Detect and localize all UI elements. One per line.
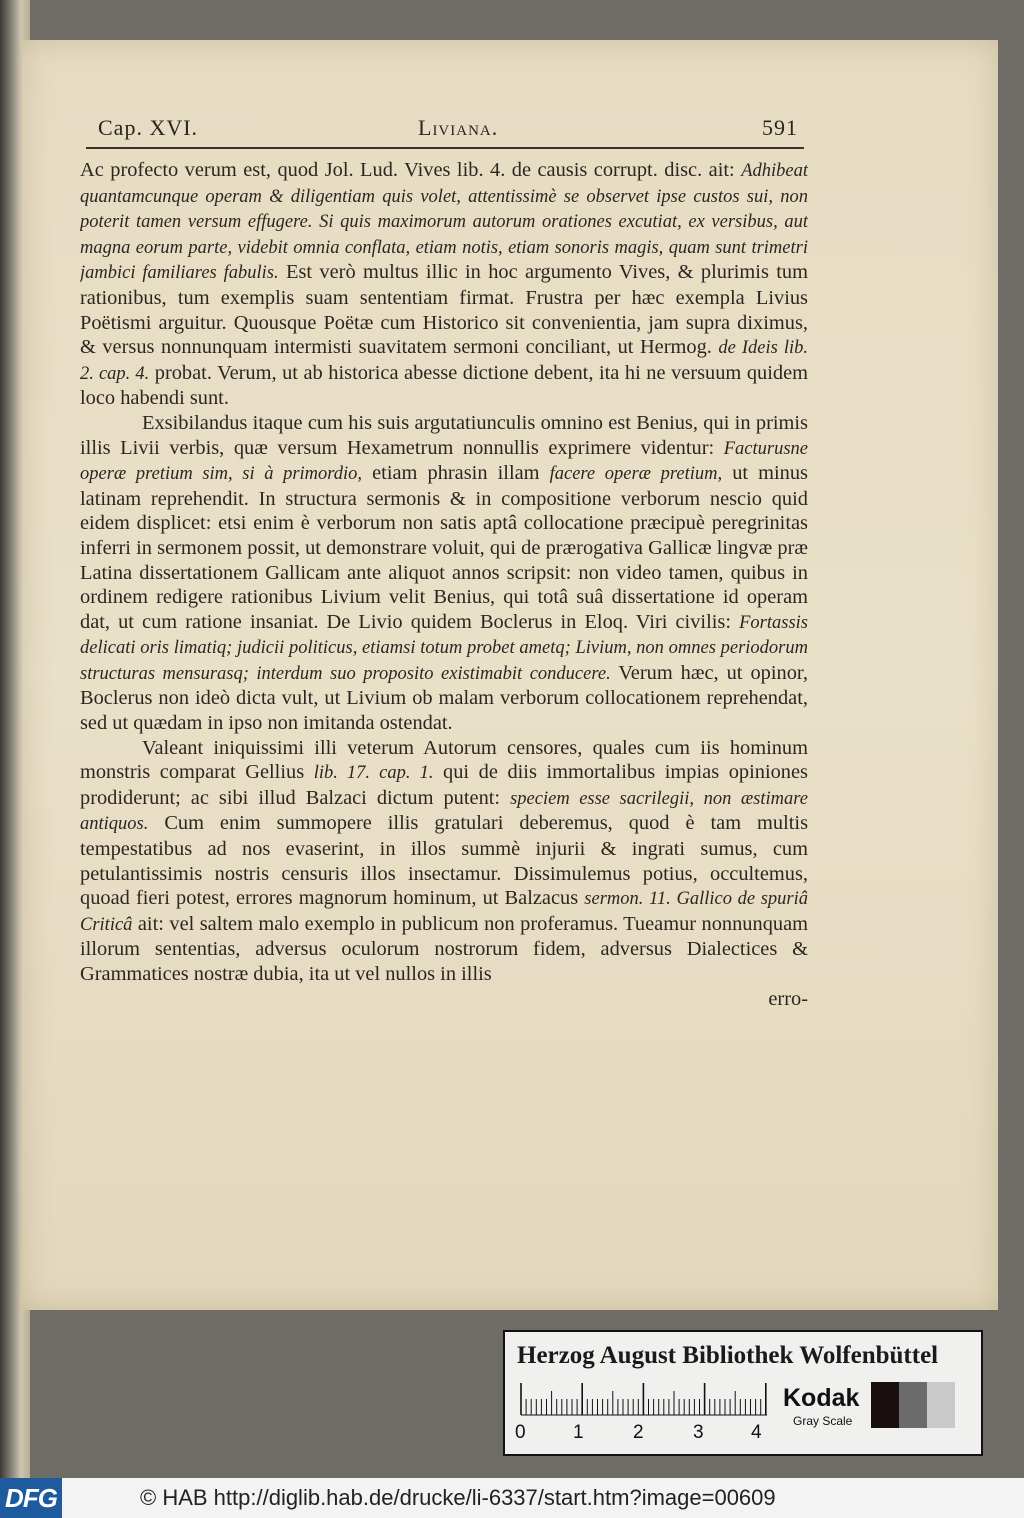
- ruler-number-3: 3: [693, 1422, 704, 1443]
- copyright-url: © HAB http://diglib.hab.de/drucke/li-6337/start.htm?image=00609: [140, 1485, 776, 1510]
- ruler-number-0: 0: [515, 1422, 526, 1443]
- p1-quote-1: Adhibeat quantamcunque operam & diligentiam quis volet, attentissimè se observet ipse custos sui, non poterit tamen versum effugere. Si quis maximorum autorum orationes excutiat, ex versibus, aut magna eorum parte, videbit omnia conflata, etiam notis, etiam sonoris magis, quam sunt trimetri jambici familiares fabulis.: [80, 161, 808, 284]
- paragraph-3: [80, 736, 808, 987]
- p3-quote-1: speciem esse sacrilegii, non æstimare antiquos.: [80, 788, 808, 835]
- p3-text-4: ait: vel saltem malo exemplo in publicum non proferamus. Tueamur nonnunquam illorum sententias, adversus oculorum nostrorum fidem, adversus Dialectices & Grammatices nostræ dubia, ita ut vel nullos in illis: [80, 912, 808, 985]
- p2-text-1: Exsibilandus itaque cum his suis argutatiunculis omnino est Benius, qui in primis illis Livii verbis, quæ versum Hexametrum nonnullis exprimere videntur:: [80, 411, 808, 459]
- gray-patch-dark: [871, 1382, 899, 1428]
- header-rule: [86, 147, 804, 149]
- p2-quote-3: Fortassis delicati oris limatiq; judicii politicus, etiamsi totum probet ametq; Livium, non omnes periodorum structuras mensurasq; interdum suo proposito existimabit conducere.: [80, 612, 808, 684]
- ruler-number-4: 4: [751, 1422, 762, 1443]
- p1-text-3: probat. Verum, ut ab historica abesse dictione debent, ita hi ne versuum quidem loco habendi sunt.: [80, 361, 808, 410]
- ruler-scale: [519, 1382, 769, 1416]
- ruler-number-2: 2: [633, 1422, 644, 1443]
- catchword: erro-: [768, 987, 808, 1010]
- gray-scale-label: Gray Scale: [793, 1414, 853, 1428]
- paragraph-1: [80, 158, 808, 411]
- ruler-number-1: 1: [573, 1422, 584, 1443]
- dfg-logo: DFG: [0, 1478, 62, 1518]
- paragraph-2: [80, 411, 808, 736]
- ruler-numbers: [515, 1422, 775, 1448]
- running-header: [98, 115, 798, 145]
- p1-text-2: Est verò multus illic in hoc argumento Vives, & plurimis tum rationibus, tum exemplis suam sententiam firmat. Frustra per hæc exempla Livius Poëtismi arguitur. Quousque Poëtæ cum Historico sit convenientia, jam supra diximus, & versus nonnunquam intermisti suavitatem sermoni conciliant, ut Hermog.: [80, 261, 808, 359]
- p1-citation: de Ideis lib. 2. cap. 4.: [80, 338, 808, 384]
- p2-text-2: etiam phrasin illam: [362, 462, 550, 485]
- p1-text-1: Ac profecto verum est, quod Jol. Lud. Vives lib. 4. de causis corrupt. disc. ait:: [80, 159, 742, 181]
- p3-text-2: qui de diis immortalibus impias opiniones prodiderunt; ac sibi illud Balzaci dictum putent:: [80, 761, 808, 809]
- gray-patch-light: [927, 1382, 955, 1428]
- p2-quote-2: facere operæ pretium,: [549, 464, 723, 485]
- color-calibration-card: [503, 1330, 983, 1456]
- library-name: Herzog August Bibliothek Wolfenbüttel: [517, 1342, 939, 1369]
- running-title: Liviana.: [418, 115, 499, 140]
- gray-patch-mid: [899, 1382, 927, 1428]
- p2-text-3: ut minus latinam reprehendit. In structura sermonis & in compositione verborum nescio quid eidem displicet: etsi enim è verborum non satis aptâ collocatione præcipuè peregrinitas inferri in sermonem possit, ut demonstrare voluit, qui de prærogativa Gallicæ lingvæ præ Latina dissertationem Gallicam ante aliquot annos scripsit: non video tamen, quibus in ordinem redigere rationibus Livium velit Benius, qui totâ suâ dissertatione id operam dat, ut cum ratione insaniat. De Livio quidem Boclerus in Eloq. Viri civilis:: [80, 462, 808, 633]
- chapter-label: Cap. XVI.: [98, 115, 199, 140]
- p2-quote-1: Facturusne operæ pretium sim, si à primordio,: [80, 438, 808, 485]
- p3-text-3: Cum enim summopere illis gratulari deberemus, quod è tam multis tempestatibus ad nos evaserint, in illos summè injurii & ingrati sumus, cum petulantissimis nostris censuris illos insectamur. Dissimulemus potius, occultemus, quoad fieri potest, errores magnorum hominum, ut Balzacus: [80, 812, 808, 910]
- page-body: [80, 158, 808, 1168]
- kodak-brand: Kodak: [783, 1384, 860, 1412]
- page-number: 591: [762, 115, 798, 140]
- p2-text-4: Verum hæc, ut opinor, Boclerus non ideò dicta vult, ut Livium ob malam verborum collocationem reprehendat, sed ut quædam in ipso non imitanda ostendat.: [80, 661, 808, 735]
- p3-text-1: Valeant iniquissimi illi veterum Autorum censores, quales cum iis hominum monstris comparat Gellius: [80, 736, 808, 784]
- p3-citation-1: lib. 17. cap. 1.: [313, 763, 434, 784]
- p3-citation-2: sermon. 11. Gallico de spuriâ Criticâ: [80, 889, 808, 935]
- viewer-footer: [0, 1478, 1024, 1518]
